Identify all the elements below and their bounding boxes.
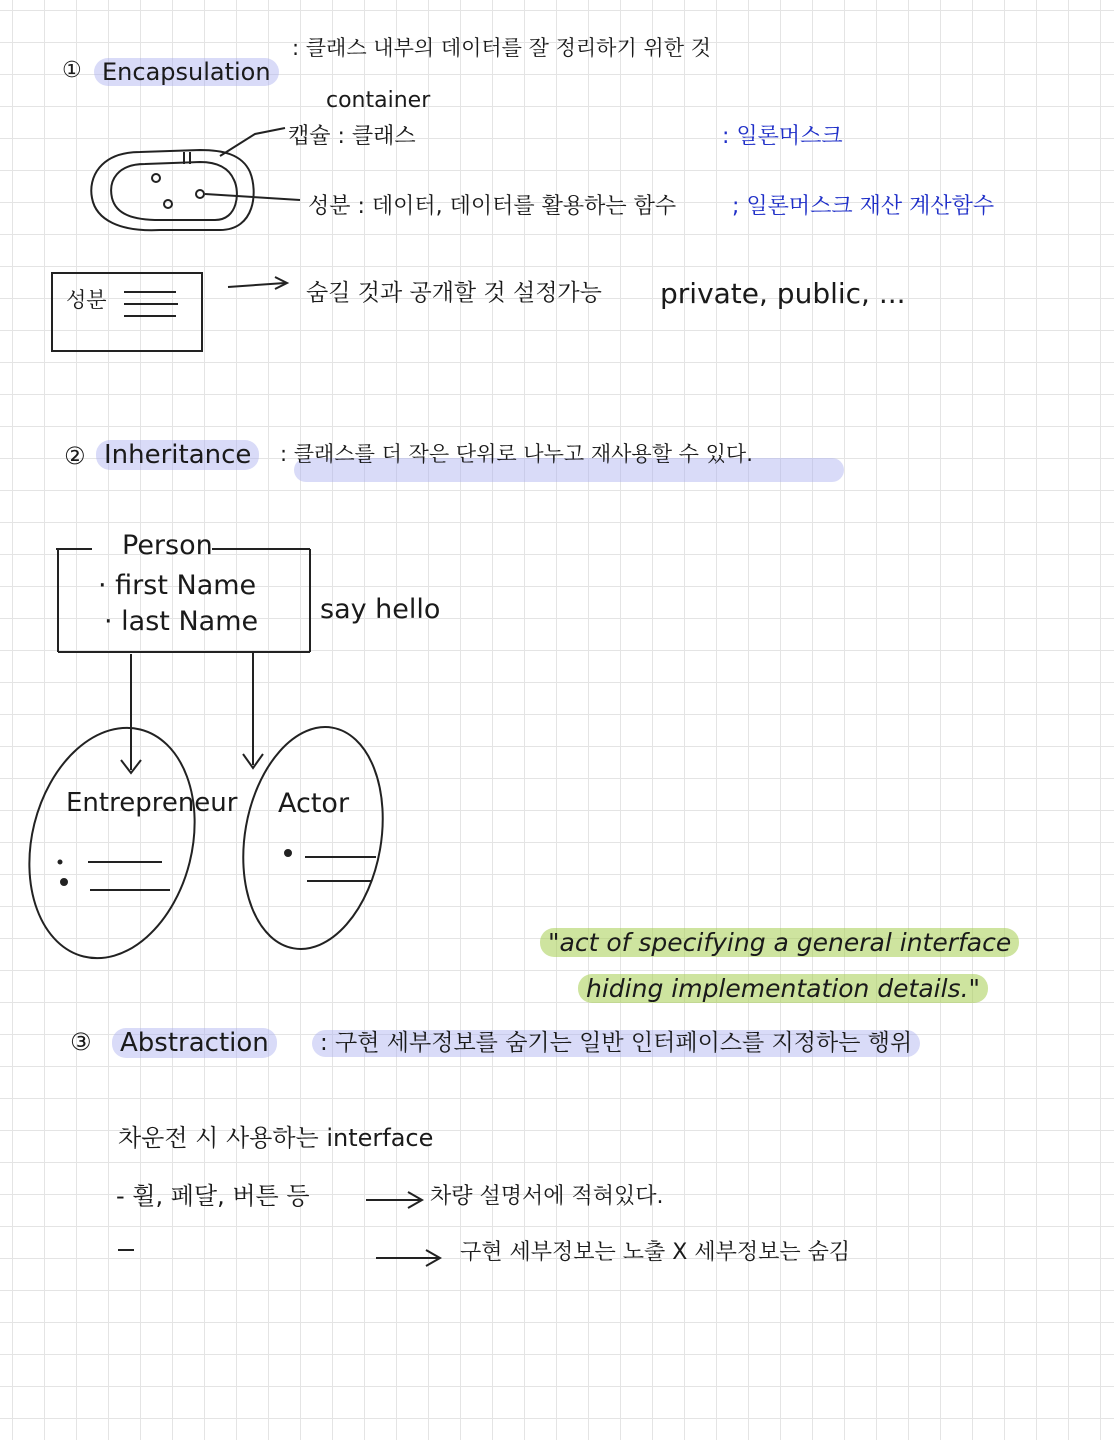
component-box-label: 성분 — [66, 288, 107, 312]
section3-note: : 구현 세부정보를 숨기는 일반 인터페이스를 지정하는 행위 — [312, 1030, 920, 1057]
access-modifiers-note: private, public, ... — [660, 277, 906, 310]
entrepreneur-ellipse — [6, 710, 218, 976]
section1-note: : 클래스 내부의 데이터를 잘 정리하기 위한 것 — [292, 36, 711, 60]
example-item2-right: 구현 세부정보는 노출 X 세부정보는 숨김 — [460, 1240, 851, 1265]
container-label: container — [326, 88, 431, 113]
section2-note: : 클래스를 더 작은 단위로 나누고 재사용할 수 있다. — [280, 442, 753, 466]
section2-title: Inheritance — [96, 440, 259, 470]
component-box — [51, 272, 203, 352]
capsule-label: 캡슐 : 클래스 — [288, 124, 416, 149]
person-field-last-name: · last Name — [104, 606, 259, 637]
car-interface-line: 차운전 시 사용하는 interface — [118, 1124, 434, 1152]
section1-title: Encapsulation — [94, 58, 279, 86]
person-method-say-hello: say hello — [320, 594, 441, 625]
person-class-title: Person — [122, 530, 213, 561]
example-item1-left: - 휠, 페달, 버튼 등 — [116, 1182, 310, 1210]
component-label: 성분 : 데이터, 데이터를 활용하는 함수 — [308, 194, 677, 219]
person-field-first-name: · first Name — [98, 570, 257, 601]
blue-note-wealth-function: ; 일론머스크 재산 계산함수 — [732, 194, 995, 219]
section1-number: ① — [62, 58, 82, 83]
hide-show-note: 숨길 것과 공개할 것 설정가능 — [306, 280, 602, 306]
section3-title: Abstraction — [112, 1028, 277, 1058]
section3-number: ③ — [70, 1028, 92, 1056]
example-item1-right: 차량 설명서에 적혀있다. — [430, 1184, 664, 1209]
capsule-inner-shape — [111, 162, 237, 220]
definition-quote-line1: "act of specifying a general interface — [540, 928, 1019, 957]
section2-number: ② — [64, 442, 86, 470]
child-class-actor: Actor — [278, 788, 350, 819]
definition-quote-line2: hiding implementation details." — [578, 974, 988, 1003]
child-class-entrepreneur: Entrepreneur — [66, 788, 238, 818]
blue-note-elon-musk: : 일론머스크 — [722, 124, 843, 149]
